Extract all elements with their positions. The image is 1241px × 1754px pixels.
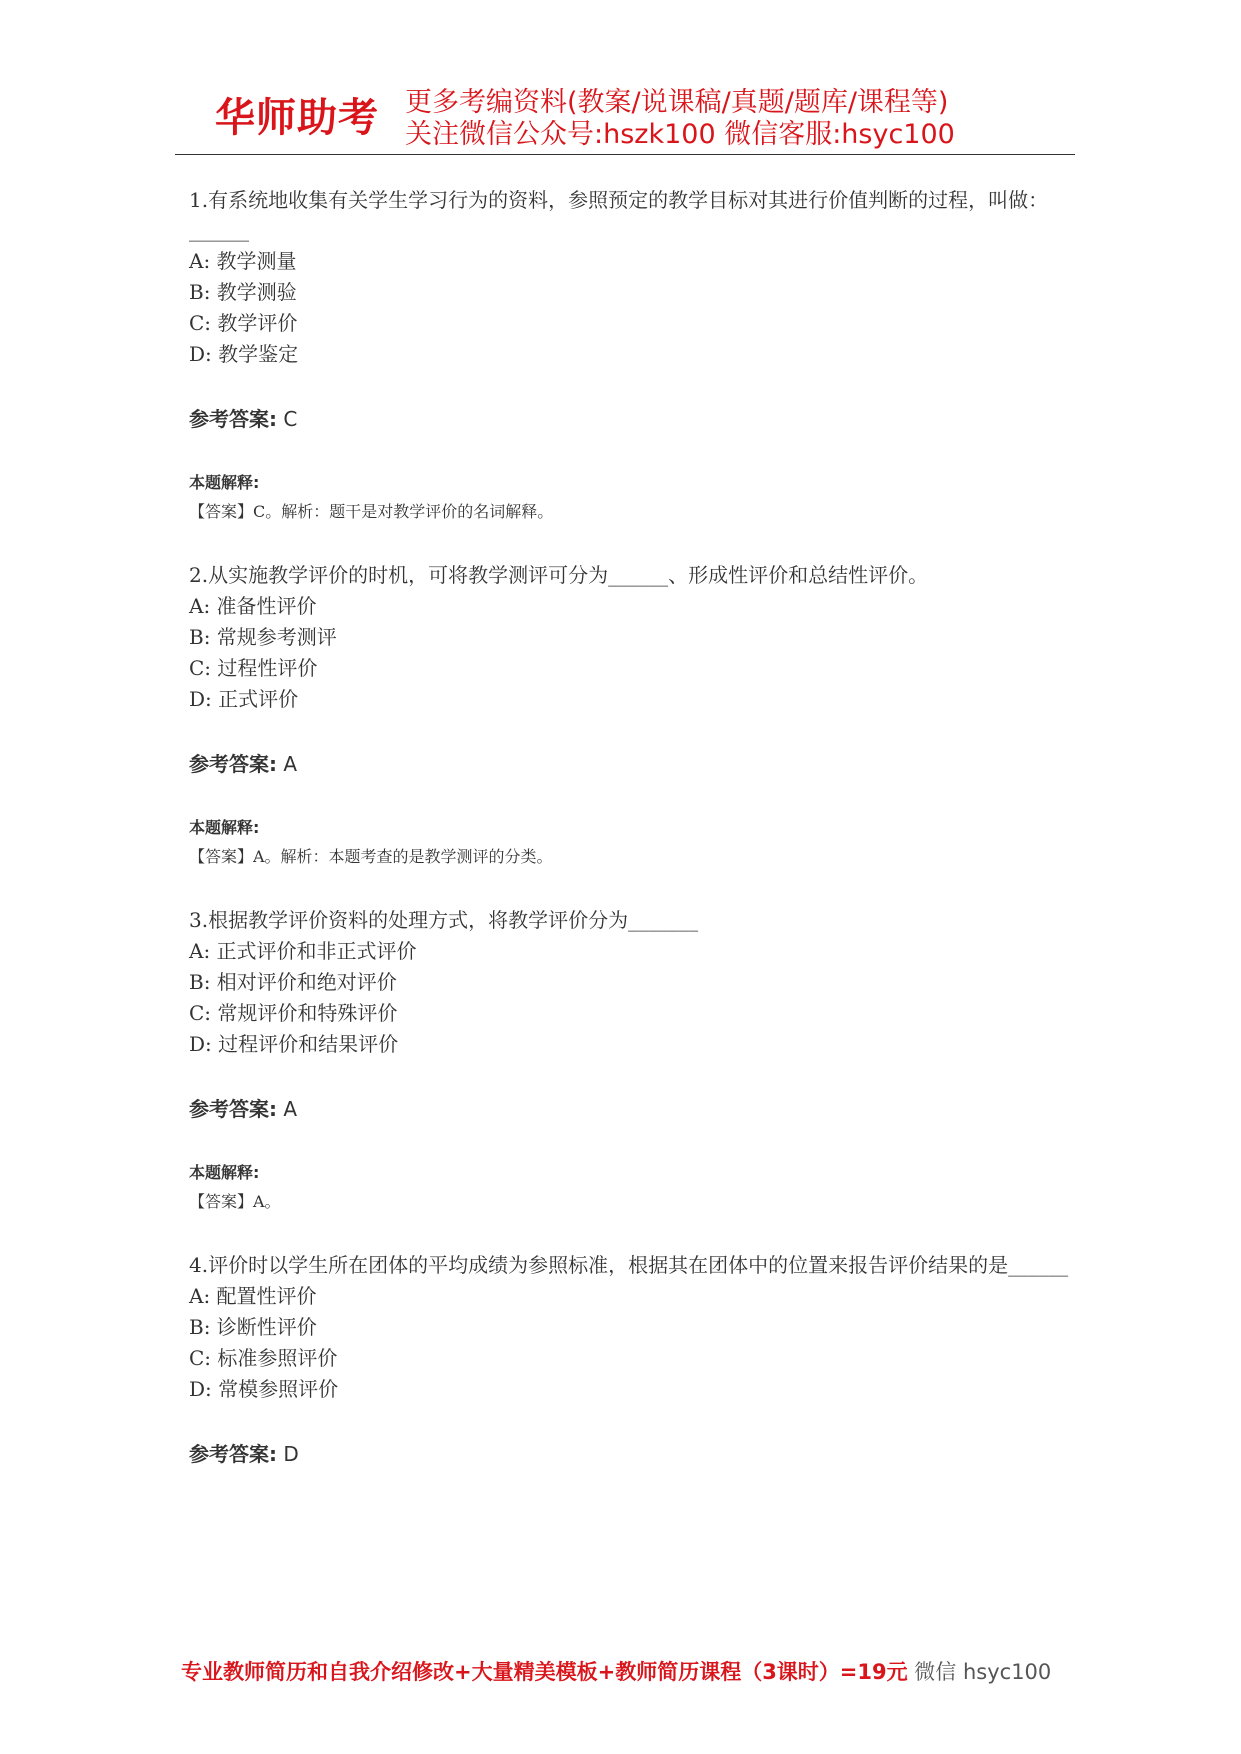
question-text: 1.有系统地收集有关学生学习行为的资料，参照预定的教学目标对其进行价值判断的过程，叫做：______	[189, 188, 1049, 242]
question-4	[189, 1250, 1069, 1467]
option-c: C: 标准参照评价	[189, 1346, 338, 1370]
answer-value: A	[277, 752, 298, 776]
reference-answer	[189, 748, 1069, 777]
option-b: B: 常规参考测评	[189, 625, 337, 649]
question-text: 2.从实施教学评价的时机，可将教学测评可分为______、形成性评价和总结性评价。	[189, 563, 929, 587]
answer-label: 参考答案:	[189, 1097, 277, 1121]
explanation-title: 本题解释:	[189, 473, 260, 492]
option-a: A: 配置性评价	[189, 1284, 317, 1308]
question-text: 4.评价时以学生所在团体的平均成绩为参照标准，根据其在团体中的位置来报告评价结果的是______	[189, 1253, 1069, 1277]
page-header	[175, 74, 1075, 150]
question-list	[189, 185, 1069, 1505]
footer-contact: 微信 hsyc100	[907, 1660, 1052, 1684]
option-d: D: 教学鉴定	[189, 342, 299, 366]
question-3	[189, 905, 1069, 1212]
explanation-text: 【答案】A。	[189, 1192, 281, 1211]
reference-answer	[189, 1093, 1069, 1122]
brand-logo: 华师助考	[215, 95, 379, 141]
option-a: A: 准备性评价	[189, 594, 317, 618]
answer-label: 参考答案:	[189, 407, 277, 431]
answer-value: C	[277, 407, 298, 431]
answer-label: 参考答案:	[189, 752, 277, 776]
question-text: 3.根据教学评价资料的处理方式，将教学评价分为_______	[189, 908, 699, 932]
option-d: D: 常模参照评价	[189, 1377, 339, 1401]
header-divider	[175, 154, 1075, 155]
reference-answer	[189, 403, 1069, 432]
page-footer	[181, 1656, 1051, 1686]
option-a: A: 正式评价和非正式评价	[189, 939, 417, 963]
option-d: D: 正式评价	[189, 687, 299, 711]
question-2	[189, 560, 1069, 867]
option-b: B: 诊断性评价	[189, 1315, 317, 1339]
answer-value: D	[277, 1442, 299, 1466]
option-d: D: 过程评价和结果评价	[189, 1032, 399, 1056]
reference-answer	[189, 1438, 1069, 1467]
option-b: B: 相对评价和绝对评价	[189, 970, 397, 994]
explanation-text: 【答案】A。解析：本题考查的是教学测评的分类。	[189, 847, 553, 866]
header-promo-line-1: 更多考编资料(教案/说课稿/真题/题库/课程等)	[405, 87, 949, 118]
footer-promo: 专业教师简历和自我介绍修改+大量精美模板+教师简历课程（3课时）=19元	[181, 1660, 908, 1684]
option-c: C: 过程性评价	[189, 656, 318, 680]
explanation-title: 本题解释:	[189, 818, 260, 837]
explanation-title: 本题解释:	[189, 1163, 260, 1182]
header-promo-line-2: 关注微信公众号:hszk100 微信客服:hsyc100	[405, 119, 955, 150]
option-a: A: 教学测量	[189, 249, 297, 273]
answer-label: 参考答案:	[189, 1442, 277, 1466]
question-1	[189, 185, 1069, 522]
option-c: C: 常规评价和特殊评价	[189, 1001, 398, 1025]
option-c: C: 教学评价	[189, 311, 298, 335]
answer-value: A	[277, 1097, 298, 1121]
explanation-text: 【答案】C。解析：题干是对教学评价的名词解释。	[189, 502, 554, 521]
option-b: B: 教学测验	[189, 280, 297, 304]
